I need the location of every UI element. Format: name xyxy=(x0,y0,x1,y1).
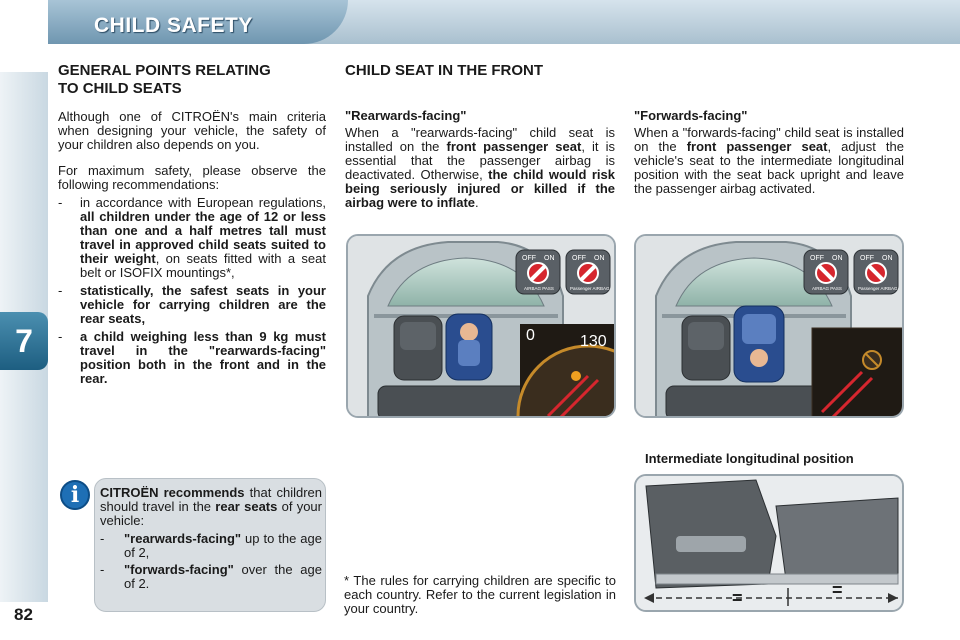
recommendations-list xyxy=(58,196,326,390)
forwards-title: "Forwards-facing" xyxy=(634,108,748,123)
child-seat-forwards xyxy=(734,306,784,382)
airbag-off-switch xyxy=(516,250,560,294)
intermediate-position-caption: Intermediate longitudinal position xyxy=(645,451,854,466)
rearwards-illustration xyxy=(346,234,616,418)
seat-rail-diagram xyxy=(636,476,904,612)
list-item: - in accordance with European regulations, all children under the age of 12 or less than one and a half metres tall must travel in approved child seats suited to their weight, on seats fitted with a seat belt or ISOFIX mountings*, xyxy=(58,196,326,280)
list-item: - "forwards-facing" over the age of 2. xyxy=(100,563,322,591)
seat-position-illustration xyxy=(634,474,904,612)
driver-seat xyxy=(682,316,730,380)
svg-text:130: 130 xyxy=(580,333,607,350)
svg-text:OFF: OFF xyxy=(860,255,874,262)
passenger-airbag-indicator xyxy=(566,250,610,294)
rearwards-paragraph: When a "rearwards-facing" child seat is installed on the front passenger seat, it is essential that the passenger airbag is deactivated. Otherwise, the child would risk being seriously injured or killed if the airbag were to inflate. xyxy=(345,125,615,210)
rearwards-title: "Rearwards-facing" xyxy=(345,108,467,123)
passenger-airbag-indicator xyxy=(854,250,898,294)
airbag-off-switch xyxy=(804,250,848,294)
chapter-number: 7 xyxy=(0,312,48,370)
driver-seat xyxy=(394,316,442,380)
svg-text:OFF: OFF xyxy=(572,255,586,262)
page-number: 82 xyxy=(14,605,33,624)
list-item: - statistically, the safest seats in your vehicle for carrying children are the rear seats, xyxy=(58,284,326,326)
svg-text:OFF: OFF xyxy=(810,255,824,262)
general-paragraph-1: Although one of CITROËN's main criteria when designing your vehicle, the safety of your children also depends on you. xyxy=(58,109,326,152)
svg-text:Passenger AIRBAG: Passenger AIRBAG xyxy=(858,286,898,291)
forwards-illustration xyxy=(634,234,904,418)
svg-text:ON: ON xyxy=(544,255,555,262)
info-text: CITROËN recommends that children should travel in the rear seats of your vehicle: - "rearwards-facing" up to the age of 2, - "forwards-facing" over the age of 2. xyxy=(100,486,322,594)
svg-text:ON: ON xyxy=(832,255,843,262)
svg-text:AIRBAG PASS: AIRBAG PASS xyxy=(812,286,842,291)
car-top-view-rearwards xyxy=(348,236,616,418)
general-section-title: GENERAL POINTS RELATING TO CHILD SEATS xyxy=(58,62,271,97)
list-item: - "rearwards-facing" up to the age of 2, xyxy=(100,532,322,560)
page-title: CHILD SAFETY xyxy=(94,14,253,37)
child-seat-rearwards xyxy=(446,314,492,380)
svg-text:ON: ON xyxy=(882,255,893,262)
svg-text:ON: ON xyxy=(594,255,605,262)
svg-text:Passenger AIRBAG: Passenger AIRBAG xyxy=(570,286,610,291)
front-section-title: CHILD SEAT IN THE FRONT xyxy=(345,62,544,79)
svg-text:=: = xyxy=(832,580,843,600)
info-icon: i xyxy=(60,480,90,510)
forwards-paragraph: When a "forwards-facing" child seat is installed on the front passenger seat, adjust the vehicle's seat to the intermediate longitudinal position with the seat back upright and leave the passenger airbag activated. xyxy=(634,125,904,196)
list-item: - a child weighing less than 9 kg must travel in the "rearwards-facing" position both in the front and in the rear. xyxy=(58,330,326,386)
page-header xyxy=(48,0,960,44)
car-top-view-forwards xyxy=(636,236,904,418)
svg-text:0: 0 xyxy=(526,327,535,344)
svg-text:AIRBAG PASS: AIRBAG PASS xyxy=(524,286,554,291)
general-paragraph-2: For maximum safety, please observe the following recommendations: xyxy=(58,163,326,192)
footnote: * The rules for carrying children are specific to each country. Refer to the current legislation in your country. xyxy=(344,573,616,616)
svg-text:OFF: OFF xyxy=(522,255,536,262)
airbag-warning-lamp xyxy=(812,328,904,418)
svg-text:=: = xyxy=(732,588,743,608)
instrument-dial xyxy=(518,324,616,418)
